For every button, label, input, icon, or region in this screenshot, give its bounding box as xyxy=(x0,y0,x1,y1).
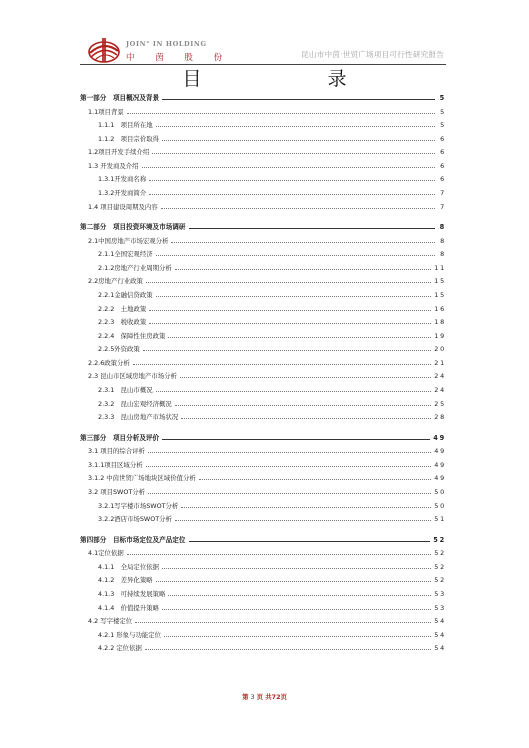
toc-entry-title: 4.1.1 全局定位依据 xyxy=(98,562,159,571)
toc-leader xyxy=(148,451,431,453)
toc-entry[interactable] xyxy=(80,199,446,211)
toc-entry[interactable] xyxy=(80,301,446,313)
toc-entry-title: 1.1.2 项目宗价取得 xyxy=(98,134,159,143)
toc-entry-page: 49 xyxy=(434,474,446,483)
toc-leader xyxy=(161,207,435,209)
toc-entry-title: 4.2.1 形象与功能定位 xyxy=(98,630,162,639)
toc-leader xyxy=(175,519,431,521)
toc-entry[interactable] xyxy=(80,559,446,571)
toc-entry-title: 2.2.4 保障性住房政策 xyxy=(98,331,166,340)
toc-entry-page: 7 xyxy=(440,188,446,197)
footer-middle: 页 共 xyxy=(256,693,272,701)
toc-entry[interactable] xyxy=(80,613,446,625)
toc-entry-page: 49 xyxy=(434,460,446,469)
toc-entry[interactable] xyxy=(80,586,446,598)
toc-entry[interactable] xyxy=(80,572,446,584)
toc-leader xyxy=(146,465,432,467)
toc-entry[interactable] xyxy=(80,273,446,285)
toc-part-entry[interactable] xyxy=(80,219,446,231)
toc-entry[interactable] xyxy=(80,409,446,421)
toc-entry-page: 53 xyxy=(434,589,446,598)
toc-entry-title: 1.1.1 项目所在地 xyxy=(98,121,153,130)
toc-leader xyxy=(142,166,435,168)
toc-entry-page: 5 xyxy=(439,94,446,102)
toc-entry[interactable] xyxy=(80,260,446,272)
toc-entry[interactable] xyxy=(80,545,446,557)
toc-entry-page: 49 xyxy=(433,433,446,442)
toc-leader xyxy=(171,241,435,243)
toc-entry-title: 2.3.3 昆山房地产市场状况 xyxy=(98,413,179,422)
toc-entry-title: 1.3 开发商及介绍 xyxy=(88,161,139,170)
toc-entry-page: 50 xyxy=(434,487,446,496)
toc-entry-page: 7 xyxy=(440,202,446,211)
toc-entry-page: 16 xyxy=(434,304,446,313)
toc-entry-title: 3.2 项目SWOT分析 xyxy=(88,487,146,496)
toc-entry[interactable] xyxy=(80,640,446,652)
toc-entry-title: 4.1定位依据 xyxy=(88,549,124,558)
toc-entry[interactable] xyxy=(80,498,446,510)
toc-entry-title: 2.1.1全国宏观经济 xyxy=(98,250,153,259)
toc-leader xyxy=(127,112,435,114)
toc-entry[interactable] xyxy=(80,287,446,299)
toc-entry[interactable] xyxy=(80,600,446,612)
toc-leader xyxy=(149,309,431,311)
toc-leader xyxy=(152,152,435,154)
toc-entry-title: 2.2房地产行业政策 xyxy=(88,277,143,286)
toc-entry-page: 5 xyxy=(440,107,446,116)
toc-entry-title: 第二部分 项目投资环境及市场调研 xyxy=(80,223,186,232)
toc-leader xyxy=(145,648,431,650)
toc-entry[interactable] xyxy=(80,131,446,143)
toc-entry-title: 第四部分 目标市场定位及产品定位 xyxy=(80,535,186,544)
toc-entry-page: 20 xyxy=(434,345,446,354)
toc-leader xyxy=(156,295,432,297)
toc-entry-title: 2.2.2 土地政策 xyxy=(98,304,147,313)
toc-leader xyxy=(127,553,432,555)
toc-entry[interactable] xyxy=(80,144,446,156)
toc-leader xyxy=(162,567,431,569)
toc-entry[interactable] xyxy=(80,117,446,129)
toc-leader xyxy=(156,125,435,127)
toc-entry-page: 6 xyxy=(440,161,446,170)
toc-entry-page: 8 xyxy=(440,236,446,245)
toc-entry-page: 52 xyxy=(434,576,446,585)
toc-entry[interactable] xyxy=(80,627,446,639)
toc-entry[interactable] xyxy=(80,246,446,258)
toc-entry-title: 2.3 昆山市区域房地产市场分析 xyxy=(88,372,177,381)
toc-entry-page: 6 xyxy=(440,148,446,157)
toc-entry-title: 2.2.5外资政策 xyxy=(98,345,140,354)
toc-entry-page: 11 xyxy=(434,263,446,272)
toc-leader xyxy=(156,580,432,582)
toc-entry[interactable] xyxy=(80,368,446,380)
toc-entry[interactable] xyxy=(80,484,446,496)
toc-entry[interactable] xyxy=(80,443,446,455)
toc-entry-page: 19 xyxy=(434,331,446,340)
toc-leader xyxy=(149,322,431,324)
toc-entry-page: 52 xyxy=(434,562,446,571)
toc-entry-page: 6 xyxy=(440,134,446,143)
toc-entry-page: 53 xyxy=(434,603,446,612)
toc-entry-title: 第三部分 项目分析及评价 xyxy=(80,433,160,442)
toc-entry-title: 3.1.1项目区域分析 xyxy=(88,460,143,469)
toc-entry-page: 25 xyxy=(434,399,446,408)
toc-entry-page: 15 xyxy=(434,290,446,299)
toc-entry-title: 1.1项目背景 xyxy=(88,107,124,116)
toc-entry[interactable] xyxy=(80,328,446,340)
toc-leader xyxy=(162,608,431,610)
toc-part-entry[interactable] xyxy=(80,90,446,102)
toc-leader xyxy=(143,349,431,351)
toc-entry-page: 51 xyxy=(434,515,446,524)
toc-entry[interactable] xyxy=(80,511,446,523)
toc-entry[interactable] xyxy=(80,341,446,353)
toc-entry-page: 54 xyxy=(434,617,446,626)
toc-part-entry[interactable] xyxy=(80,532,446,544)
toc-entry-page: 6 xyxy=(440,175,446,184)
toc-entry-title: 2.3.2 昆山宏观经济概况 xyxy=(98,399,172,408)
toc-entry-title: 1.2项目开发手续介绍 xyxy=(88,148,150,157)
toc-leader xyxy=(162,139,435,141)
company-name-cn: 中 茵 股 份 xyxy=(126,53,232,63)
footer-total-pages: 72 xyxy=(271,693,281,701)
footer-suffix: 页 xyxy=(280,693,287,701)
toc-leader xyxy=(181,417,431,419)
toc-entry-title: 4.2 写字楼定位 xyxy=(88,617,133,626)
toc-entry-title: 4.2.2 定位依据 xyxy=(98,644,142,653)
toc-entry[interactable] xyxy=(80,185,446,197)
toc-entry-page: 54 xyxy=(434,644,446,653)
toc-entry[interactable] xyxy=(80,355,446,367)
toc-entry[interactable] xyxy=(80,470,446,482)
footer-current-page: 3 xyxy=(250,693,255,701)
toc-entry-page: 24 xyxy=(434,385,446,394)
toc-entry[interactable] xyxy=(80,396,446,408)
toc-leader xyxy=(162,98,435,100)
toc-leader xyxy=(175,404,431,406)
company-name-en: JOIN° IN HOLDING xyxy=(126,40,207,48)
company-logo xyxy=(86,36,122,64)
toc-entry-title: 2.2.3 税收政策 xyxy=(98,318,147,327)
toc-entry[interactable] xyxy=(80,233,446,245)
toc-leader xyxy=(189,540,431,542)
toc-leader xyxy=(168,336,431,338)
toc-part-entry[interactable] xyxy=(80,430,446,442)
toc-leader xyxy=(156,390,432,392)
toc-leader xyxy=(181,506,431,508)
toc-entry[interactable] xyxy=(80,158,446,170)
toc-leader xyxy=(135,621,431,623)
toc-leader xyxy=(162,438,430,440)
toc-entry-page: 28 xyxy=(434,413,446,422)
toc-entry-page: 24 xyxy=(434,372,446,381)
toc-entry-title: 2.2.6政策分析 xyxy=(88,358,130,367)
toc-entry[interactable] xyxy=(80,314,446,326)
toc-leader xyxy=(149,179,435,181)
toc-leader xyxy=(133,363,431,365)
toc-leader xyxy=(189,227,436,229)
toc-entry-page: 52 xyxy=(434,549,446,558)
toc-entry-page: 52 xyxy=(433,535,446,544)
toc-entry-title: 4.1.4 价值提升策略 xyxy=(98,603,159,612)
toc-entry-page: 15 xyxy=(434,277,446,286)
company-name xyxy=(126,40,231,63)
toc-leader xyxy=(199,478,432,480)
toc-entry-title: 2.3.1 昆山市概况 xyxy=(98,385,153,394)
toc-entry-title: 2.1中国房地产市场宏观分析 xyxy=(88,236,169,245)
toc-entry-title: 4.1.3 可持续发展策略 xyxy=(98,589,166,598)
toc-entry-title: 2.2.1金融信贷政策 xyxy=(98,290,153,299)
toc-leader xyxy=(168,594,431,596)
toc-entry-page: 5 xyxy=(440,121,446,130)
toc-heading: 目 录 xyxy=(182,68,407,90)
toc-entry-page: 8 xyxy=(439,223,446,232)
toc-entry-title: 2.1.2房地产行业周期分析 xyxy=(98,263,172,272)
toc-leader xyxy=(175,268,431,270)
toc-entry-title: 3.1 项目的综合评析 xyxy=(88,447,145,456)
toc-entry[interactable] xyxy=(80,457,446,469)
toc-entry[interactable] xyxy=(80,104,446,116)
toc-leader xyxy=(180,376,431,378)
document-title: 昆山市中茵·世贸广场项目可行性研究报告 xyxy=(301,50,444,59)
toc-entry-title: 1.4 项目建设周期及内容 xyxy=(88,202,158,211)
toc-entry-title: 3.2.1写字楼市场SWOT分析 xyxy=(98,501,179,510)
toc-leader xyxy=(156,254,435,256)
toc-entry-title: 1.3.2开发商简介 xyxy=(98,188,147,197)
toc-leader xyxy=(146,281,431,283)
toc-leader xyxy=(164,635,431,637)
toc-entry[interactable] xyxy=(80,382,446,394)
page-footer xyxy=(0,692,529,701)
toc-entry-title: 3.1.2 中茵世贸广场地块区域价值分析 xyxy=(88,474,196,483)
toc-leader xyxy=(149,193,435,195)
toc-entry-page: 18 xyxy=(434,318,446,327)
toc-entry[interactable] xyxy=(80,171,446,183)
toc-entry-page: 54 xyxy=(434,630,446,639)
toc-entry-title: 4.1.2 差异化策略 xyxy=(98,576,153,585)
toc-entry-page: 8 xyxy=(440,250,446,259)
toc-leader xyxy=(148,492,431,494)
toc-entry-page: 50 xyxy=(434,501,446,510)
toc-entry-page: 21 xyxy=(434,358,446,367)
toc-entry-page: 49 xyxy=(434,447,446,456)
toc-entry-title: 3.2.2酒店市场SWOT分析 xyxy=(98,515,172,524)
footer-prefix: 第 xyxy=(242,693,249,701)
toc-entry-title: 第一部分 项目概况及背景 xyxy=(80,94,160,102)
toc-entry-title: 1.3.1开发商名称 xyxy=(98,175,147,184)
